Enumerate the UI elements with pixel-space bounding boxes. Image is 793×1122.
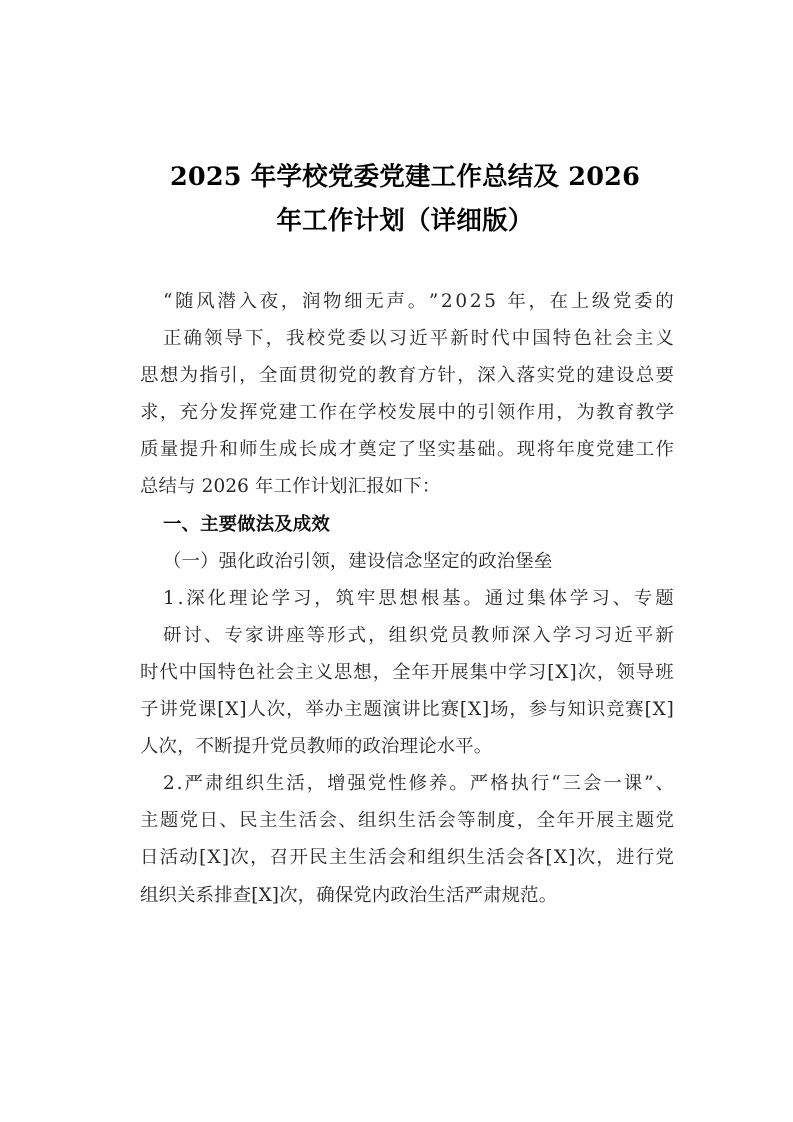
paragraph-intro-line-5: 质 量 提 升 和 师 生 成 长 成 才 奠 定 了 坚 实 基 础 。 现 将 年 度 党 建 工 作 xyxy=(140,439,674,461)
section-heading-1-text: 一、主要做法及成效 xyxy=(163,513,330,535)
document-title-line-1: 2025 年学校党委党建工作总结及 2026 xyxy=(169,162,641,192)
paragraph-item-1-line-4: 子 讲 党 课 [ X ] 人 次 ， 举 办 主 题 演 讲 比 赛 [ X ] 场 ， 参 与 知 识 竞 赛 [ X ] xyxy=(140,699,674,721)
paragraph-item-2 xyxy=(140,765,674,913)
paragraph-item-1 xyxy=(140,580,674,765)
document-title-line-2: 年工作计划（详细版） xyxy=(276,206,534,236)
paragraph-item-1-line-5: 人次，不断提升党员教师的政治理论水平。 xyxy=(140,736,493,758)
paragraph-intro-line-6: 总结与 2026 年工作计划汇报如下： xyxy=(140,476,441,498)
paragraph-intro-line-3: 思 想 为 指 引 ， 全 面 贯 彻 党 的 教 育 方 针 ， 深 入 落 实 党 的 建 设 总 要 xyxy=(140,365,674,387)
paragraph-intro-line-2: 正 确 领 导 下 ， 我 校 党 委 以 习 近 平 新 时 代 中 国 特 色 社 会 主 义 xyxy=(163,328,674,350)
paragraph-item-2-line-3: 日 活 动 [ X ] 次 ， 召 开 民 主 生 活 会 和 组 织 生 活 会 各 [ X ] 次 ， 进 行 党 xyxy=(140,847,674,869)
document-body xyxy=(140,283,674,914)
paragraph-item-2-line-1: 2 . 严 肃 组 织 生 活 ， 增 强 党 性 修 养 。 严 格 执 行 “ 三 会 一 课 ” 、 xyxy=(163,773,674,795)
document-title xyxy=(140,155,670,243)
paragraph-item-2-line-2: 主 题 党 日 、 民 主 生 活 会 、 组 织 生 活 会 等 制 度 ， 全 年 开 展 主 题 党 xyxy=(140,810,674,832)
section-heading-1-1-text: （一）强化政治引领，建设信念坚定的政治堡垒 xyxy=(163,550,553,572)
paragraph-item-1-line-3: 时 代 中 国 特 色 社 会 主 义 思 想 ， 全 年 开 展 集 中 学 习 [ X ] 次 ， 领 导 班 xyxy=(140,661,674,683)
paragraph-intro xyxy=(140,283,674,506)
paragraph-intro-line-1: “ 随 风 潜 入 夜 ， 润 物 细 无 声 。 ” 2 0 2 5 年 ， 在 上 级 党 委 的 xyxy=(163,291,674,312)
section-heading-1 xyxy=(140,506,674,543)
paragraph-item-2-line-4: 组织关系排查[X]次，确保党内政治生活严肃规范。 xyxy=(140,884,558,906)
paragraph-item-1-line-1: 1 . 深 化 理 论 学 习 ， 筑 牢 思 想 根 基 。 通 过 集 体 学 习 、 专 题 xyxy=(163,587,674,609)
paragraph-item-1-line-2: 研 讨 、 专 家 讲 座 等 形 式 ， 组 织 党 员 教 师 深 入 学 习 习 近 平 新 xyxy=(163,624,674,646)
paragraph-intro-line-4: 求 ， 充 分 发 挥 党 建 工 作 在 学 校 发 展 中 的 引 领 作 用 ， 为 教 育 教 学 xyxy=(140,402,674,424)
section-heading-1-1 xyxy=(140,543,674,580)
